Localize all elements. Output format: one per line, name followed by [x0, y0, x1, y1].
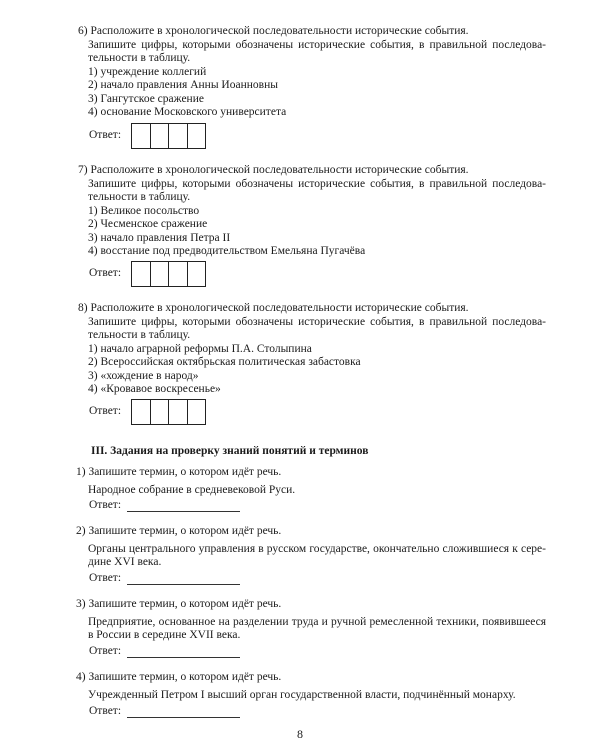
task-text: Предприятие, основанное на разделении труда и ручной ремесленной техники, появившееся	[88, 615, 546, 628]
section-title: III. Задания на проверку знаний понятий и терминов	[91, 445, 369, 457]
list-item: 1) Великое посольство	[88, 204, 200, 217]
list-item: 3) начало правления Петра II	[88, 231, 231, 244]
term-task-3	[76, 598, 546, 643]
task-instruction: Запишите цифры, которыми обозначены исторические события, в правильной последова-	[88, 38, 546, 51]
answer-cell[interactable]	[188, 262, 206, 286]
answer-row	[89, 704, 240, 718]
page-number: 8	[297, 727, 303, 741]
list-item: 2) начало правления Анны Иоанновны	[88, 79, 278, 91]
task-heading: 4) Запишите термин, о котором идёт речь.	[76, 671, 282, 683]
task-instruction: Запишите цифры, которыми обозначены исторические события, в правильной последова-	[88, 177, 546, 190]
task-7	[76, 164, 546, 259]
answer-label: Ответ:	[89, 704, 122, 717]
answer-table	[131, 123, 206, 149]
list-item: 2) Чесменское сражение	[88, 218, 208, 230]
answer-label: Ответ:	[89, 644, 122, 657]
answer-cell[interactable]	[169, 262, 188, 286]
answer-cell[interactable]	[132, 400, 151, 424]
answer-blank-line[interactable]	[127, 706, 240, 718]
task-text: в России в середине XVII века.	[88, 629, 241, 641]
answer-blank-line[interactable]	[127, 500, 240, 512]
list-item: 4) «Кровавое воскресенье»	[88, 383, 221, 395]
answer-cell[interactable]	[151, 124, 170, 148]
answer-row	[89, 123, 206, 149]
task-text: Учрежденный Петром I высший орган государственной власти, подчинённый монарху.	[88, 688, 516, 701]
task-heading: 7) Расположите в хронологической последовательности исторические события.	[78, 164, 469, 176]
answer-cell[interactable]	[188, 124, 206, 148]
term-task-4	[76, 671, 546, 702]
answer-row	[89, 644, 240, 658]
answer-label: Ответ:	[89, 498, 122, 511]
answer-row	[89, 571, 240, 585]
task-heading: 8) Расположите в хронологической последовательности исторические события.	[78, 302, 469, 314]
task-text: Органы центрального управления в русском государстве, окончательно сложившиеся к сере-	[88, 542, 546, 555]
list-item: 4) основание Московского университета	[88, 106, 287, 118]
task-instruction: тельности в таблицу.	[88, 191, 191, 203]
answer-table	[131, 399, 206, 425]
answer-table	[131, 261, 206, 287]
answer-cell[interactable]	[132, 262, 151, 286]
task-8	[76, 302, 546, 397]
task-heading: 1) Запишите термин, о котором идёт речь.	[76, 466, 282, 478]
answer-row	[89, 399, 206, 425]
answer-cell[interactable]	[151, 262, 170, 286]
answer-label: Ответ:	[89, 571, 122, 584]
list-item: 2) Всероссийская октябрьская политическая забастовка	[88, 356, 361, 368]
list-item: 1) начало аграрной реформы П.А. Столыпина	[88, 342, 312, 355]
answer-label: Ответ:	[89, 405, 122, 418]
list-item: 3) «хождение в народ»	[88, 369, 199, 382]
answer-label: Ответ:	[89, 267, 122, 280]
task-6	[76, 25, 546, 120]
list-item: 1) учреждение коллегий	[88, 65, 207, 78]
task-heading: 3) Запишите термин, о котором идёт речь.	[76, 598, 282, 610]
term-task-1	[76, 466, 546, 497]
list-item: 3) Гангутское сражение	[88, 92, 204, 105]
term-task-2	[76, 525, 546, 570]
task-heading: 6) Расположите в хронологической последовательности исторические события.	[78, 25, 469, 37]
task-instruction: тельности в таблицу.	[88, 52, 191, 64]
task-text: Народное собрание в средневековой Руси.	[88, 483, 296, 496]
answer-row	[89, 498, 240, 512]
answer-cell[interactable]	[151, 400, 170, 424]
answer-label: Ответ:	[89, 129, 122, 142]
answer-cell[interactable]	[169, 124, 188, 148]
answer-cell[interactable]	[169, 400, 188, 424]
answer-blank-line[interactable]	[127, 573, 240, 585]
task-heading: 2) Запишите термин, о котором идёт речь.	[76, 525, 282, 537]
answer-cell[interactable]	[188, 400, 206, 424]
task-text: дине XVI века.	[88, 556, 162, 568]
task-instruction: Запишите цифры, которыми обозначены исторические события, в правильной последова-	[88, 315, 546, 328]
task-instruction: тельности в таблицу.	[88, 329, 191, 341]
answer-blank-line[interactable]	[127, 646, 240, 658]
answer-cell[interactable]	[132, 124, 151, 148]
answer-row	[89, 261, 206, 287]
list-item: 4) восстание под предводительством Емельяна Пугачёва	[88, 245, 366, 257]
